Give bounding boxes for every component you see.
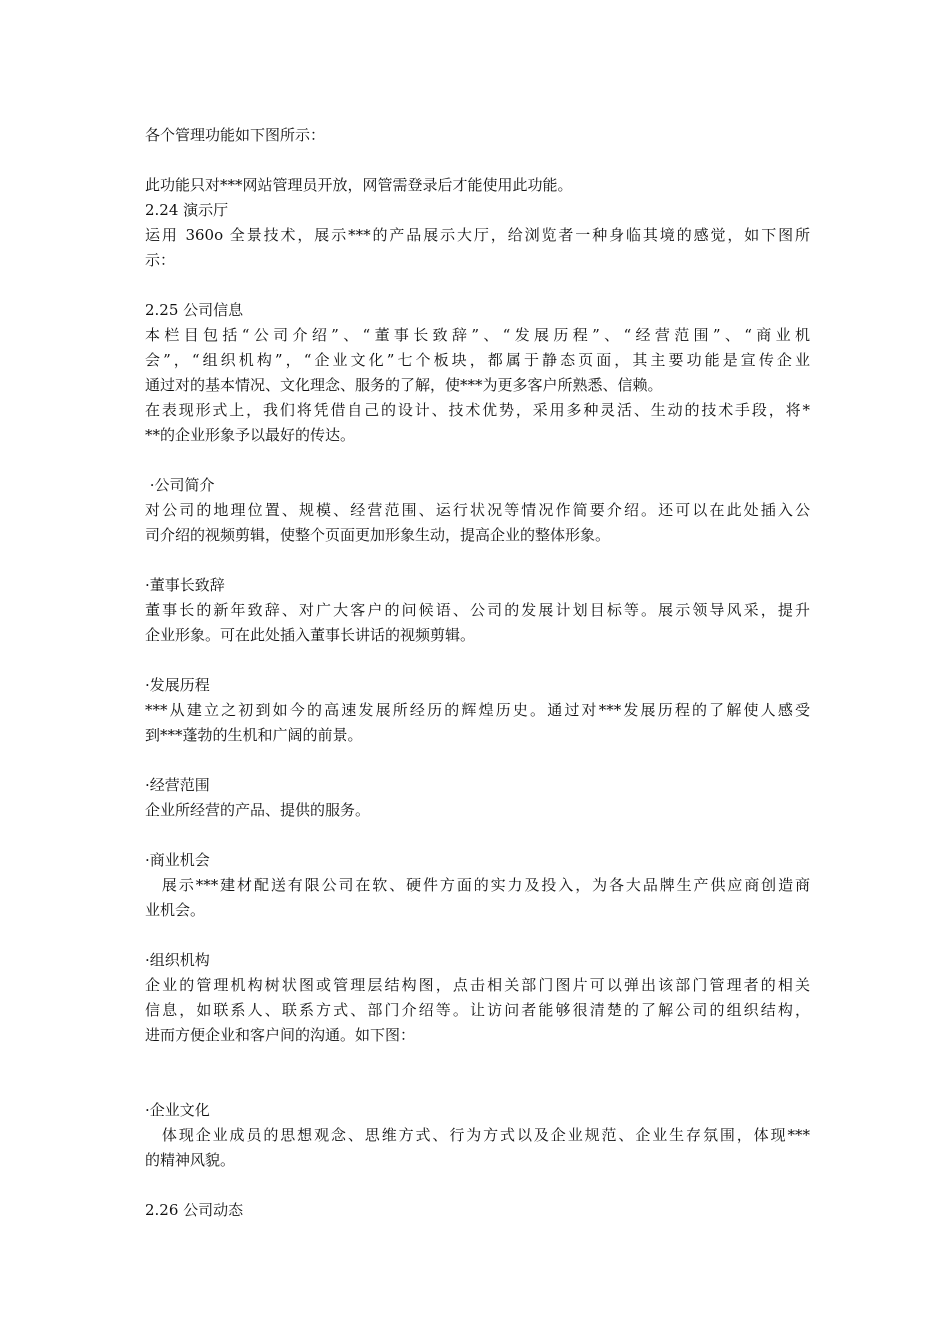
subsection-heading: ·企业文化 bbox=[145, 1101, 210, 1119]
text-line: 进而方便企业和客户间的沟通。如下图： bbox=[145, 1026, 416, 1044]
text-line: 董事长的新年致辞、对广大客户的问候语、公司的发展计划目标等。展示领导风采，提升 bbox=[145, 601, 810, 619]
subsection-heading: ·发展历程 bbox=[145, 676, 210, 694]
text-line: 体现企业成员的思想观念、思维方式、行为方式以及企业规范、企业生存氛围，体现*** bbox=[145, 1126, 810, 1144]
text-line: 企业的管理机构树状图或管理层结构图，点击相关部门图片可以弹出该部门管理者的相关 bbox=[145, 976, 810, 994]
text-line: 此功能只对***网站管理员开放，网管需登录后才能使用此功能。 bbox=[145, 176, 573, 194]
section-heading: 2.24 演示厅 bbox=[145, 201, 229, 219]
text-line: 的精神风貌。 bbox=[145, 1151, 236, 1169]
text-line: 司介绍的视频剪辑，使整个页面更加形象生动，提高企业的整体形象。 bbox=[145, 526, 611, 544]
subsection-heading: ·商业机会 bbox=[145, 851, 210, 869]
text-line: 会”，“组织机构”，“企业文化”七个板块，都属于静态页面，其主要功能是宣传企业 bbox=[145, 351, 810, 369]
text-line: 企业所经营的产品、提供的服务。 bbox=[145, 801, 371, 819]
text-line: **的企业形象予以最好的传达。 bbox=[145, 426, 356, 444]
text-line: 示： bbox=[145, 251, 176, 269]
text-line: ***从建立之初到如今的高速发展所经历的辉煌历史。通过对***发展历程的了解使人感受 bbox=[145, 701, 810, 719]
section-heading: 2.26 公司动态 bbox=[145, 1201, 244, 1219]
text-line: 运用 360o 全景技术，展示***的产品展示大厅，给浏览者一种身临其境的感觉，如下图所 bbox=[145, 226, 810, 244]
subsection-heading: ·董事长致辞 bbox=[145, 576, 225, 594]
text-line: 对公司的地理位置、规模、经营范围、运行状况等情况作简要介绍。还可以在此处插入公 bbox=[145, 501, 810, 519]
subsection-heading: ·经营范围 bbox=[145, 776, 210, 794]
text-line: 展示***建材配送有限公司在软、硬件方面的实力及投入，为各大品牌生产供应商创造商 bbox=[145, 876, 810, 894]
subsection-heading: ·组织机构 bbox=[145, 951, 210, 969]
text-line: 企业形象。可在此处插入董事长讲话的视频剪辑。 bbox=[145, 626, 476, 644]
text-line: 在表现形式上，我们将凭借自己的设计、技术优势，采用多种灵活、生动的技术手段，将* bbox=[145, 401, 810, 419]
text-line: 到***蓬勃的生机和广阔的前景。 bbox=[145, 726, 363, 744]
text-line: 本栏目包括“公司介绍”、“董事长致辞”、“发展历程”、“经营范围”、“商业机 bbox=[145, 326, 810, 344]
text-line: 信息，如联系人、联系方式、部门介绍等。让访问者能够很清楚的了解公司的组织结构， bbox=[145, 1001, 810, 1019]
text-line: 业机会。 bbox=[145, 901, 206, 919]
text-line: 通过对的基本情况、文化理念、服务的了解，使***为更多客户所熟悉、信赖。 bbox=[145, 376, 663, 394]
subsection-heading: ·公司简介 bbox=[145, 476, 215, 494]
section-heading: 2.25 公司信息 bbox=[145, 301, 244, 319]
text-line: 各个管理功能如下图所示： bbox=[145, 126, 326, 144]
